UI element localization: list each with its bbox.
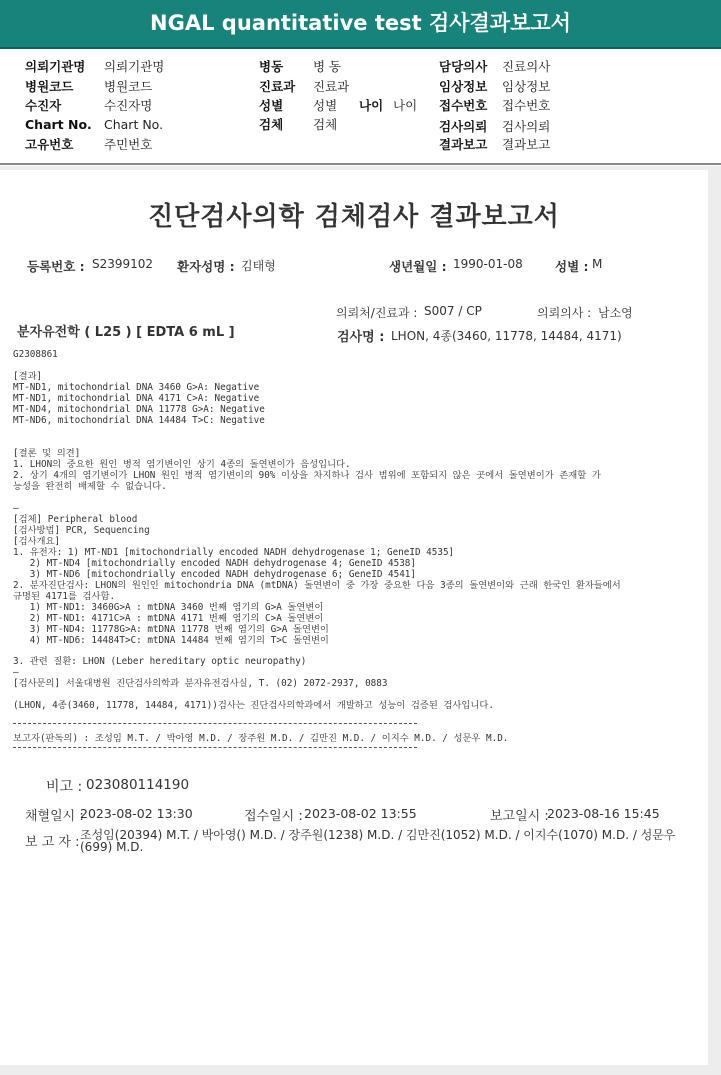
header-value: 주민번호 bbox=[104, 137, 153, 152]
header-value-age: 나이 bbox=[393, 98, 418, 113]
header-value: 진료과 bbox=[313, 79, 350, 94]
note-value: 023080114190 bbox=[86, 777, 190, 793]
header-value: 접수번호 bbox=[502, 98, 551, 113]
header-label: 결과보고 bbox=[439, 137, 488, 152]
patient-name-label: 환자성명 : bbox=[177, 259, 235, 274]
method-line: 1. 유전자: 1) MT-ND1 [mitochondrially encoded NADH dehydrogenase 1; GeneID 4535] bbox=[13, 547, 455, 558]
report-title-bar: NGAL quantitative test 검사결과보고서 bbox=[0, 0, 721, 49]
header-label: 수진자 bbox=[25, 98, 62, 113]
method-line: [검사방법] PCR, Sequencing bbox=[13, 525, 150, 536]
method-line: 4) MT-ND6: 14484T>C: mtDNA 14484 번째 염기의 T>C 돌연변이 bbox=[13, 635, 329, 646]
header-label: 병원코드 bbox=[25, 79, 74, 94]
header-label: 병동 bbox=[259, 59, 284, 74]
conclusion-line: 2. 상기 4개의 염기변이가 LHON 원인 병적 염기변이의 90% 이상을 차지하나 검사 범위에 포함되지 않은 곳에서 돌연변이가 존재할 가 bbox=[13, 470, 601, 481]
header-label: 검체 bbox=[259, 117, 284, 132]
method-line: 2. 분자진단검사: LHON의 원인인 mitochondria DNA (mtDNA) 돌연변이 중 가장 중요한 다음 3종의 돌연변이와 근래 한국인 환자들에서 bbox=[13, 580, 621, 591]
header-label: 진료과 bbox=[259, 79, 296, 94]
patient-name-value: 김태형 bbox=[241, 259, 276, 273]
document-title: 진단검사의학 검체검사 결과보고서 bbox=[148, 202, 560, 232]
header-label: 임상정보 bbox=[439, 79, 488, 94]
note-label: 비고 : bbox=[46, 779, 83, 795]
test-name-value: LHON, 4종(3460, 11778, 14484, 4171) bbox=[391, 329, 622, 343]
conclusion-line: 능성을 완전히 배제할 수 없습니다. bbox=[13, 481, 167, 492]
dob-label: 생년월일 : bbox=[389, 259, 447, 274]
method-line: 1) MT-ND1: 3460G>A : mtDNA 3460 번째 염기의 G>A 돌연변이 bbox=[13, 602, 324, 613]
header-divider bbox=[0, 163, 721, 165]
reg-no-value: S2399102 bbox=[92, 257, 154, 271]
header-value: 의뢰기관명 bbox=[104, 59, 165, 74]
dept-label: 의뢰처/진료과 : bbox=[336, 306, 418, 320]
reporter-value: 조성임(20394) M.T. / 박아영() M.D. / 장주원(1238) M.D. / 김만진(1052) M.D. / 이지수(1070) M.D. / 성문우 bbox=[80, 828, 676, 842]
header-value: 병원코드 bbox=[104, 79, 153, 94]
method-line: 2) MT-ND4 [mitochondrially encoded NADH dehydrogenase 4; GeneID 4538] bbox=[13, 558, 416, 569]
header-value: 임상정보 bbox=[502, 79, 551, 94]
header-label: 접수번호 bbox=[439, 98, 488, 113]
sex-value: M bbox=[592, 257, 603, 271]
section-separator: — bbox=[13, 503, 19, 514]
collected-label: 채혈일시 : bbox=[25, 809, 84, 824]
dob-value: 1990-01-08 bbox=[453, 257, 523, 271]
sex-label: 성별 : bbox=[555, 259, 589, 274]
specimen-id: G2308861 bbox=[13, 349, 58, 360]
result-line: MT-ND1, mitochondrial DNA 4171 C>A: Negative bbox=[13, 393, 260, 404]
header-label: 성별 bbox=[259, 98, 284, 113]
method-line: 2) MT-ND1: 4171C>A : mtDNA 4171 번째 염기의 C>A 돌연변이 bbox=[13, 613, 324, 624]
conclusion-line: [결론 및 의견] bbox=[13, 448, 81, 459]
reg-no-label: 등록번호 : bbox=[27, 259, 85, 274]
doctor-value: 남소영 bbox=[598, 306, 633, 320]
validation-line: (LHON, 4종(3460, 11778, 14484, 4171))검사는 진단검사의학과에서 개발하고 성능이 검증된 검사입니다. bbox=[13, 700, 494, 711]
header-label: 담당의사 bbox=[439, 59, 488, 74]
received-value: 2023-08-02 13:55 bbox=[304, 806, 417, 821]
header-value: Chart No. bbox=[104, 117, 164, 132]
reporter-value: (699) M.D. bbox=[80, 840, 144, 854]
test-name-label: 검사명 : bbox=[337, 330, 385, 345]
header-value: 검사의뢰 bbox=[502, 119, 551, 134]
conclusion-line: 1. LHON의 중요한 원인 병적 염기변이인 상기 4종의 돌연변이가 음성입니다. bbox=[13, 459, 351, 470]
header-value: 병 동 bbox=[313, 59, 342, 74]
method-line: 3) MT-ND6 [mitochondrially encoded NADH dehydrogenase 6; GeneID 4541] bbox=[13, 569, 416, 580]
reporter-label: 보 고 자 : bbox=[25, 835, 80, 850]
method-line: 규명된 4171를 검사함. bbox=[13, 591, 116, 602]
reported-label: 보고일시 : bbox=[490, 809, 549, 824]
result-line: MT-ND6, mitochondrial DNA 14484 T>C: Negative bbox=[13, 415, 265, 426]
result-line: MT-ND1, mitochondrial DNA 3460 G>A: Negative bbox=[13, 382, 260, 393]
header-label: 의뢰기관명 bbox=[25, 59, 86, 74]
header-label: Chart No. bbox=[25, 117, 92, 132]
doctor-label: 의뢰의사 : bbox=[537, 306, 592, 320]
disease-line: 3. 관련 질환: LHON (Leber hereditary optic neuropathy) bbox=[13, 656, 307, 667]
inquiry-line: [검사문의] 서울대병원 진단검사의학과 분자유전검사실, T. (02) 2072-2937, 0883 bbox=[13, 678, 388, 689]
collected-value: 2023-08-02 13:30 bbox=[80, 806, 193, 821]
header-value: 진료의사 bbox=[502, 59, 551, 74]
header-value: 성별 bbox=[313, 98, 338, 113]
dashed-divider bbox=[13, 723, 417, 724]
section-separator: — bbox=[13, 667, 19, 678]
dept-value: S007 / CP bbox=[424, 304, 482, 318]
method-line: [검사개요] bbox=[13, 536, 61, 547]
header-value: 결과보고 bbox=[502, 137, 551, 152]
header-value: 수진자명 bbox=[104, 98, 153, 113]
result-line: MT-ND4, mitochondrial DNA 11778 G>A: Negative bbox=[13, 404, 265, 415]
reported-value: 2023-08-16 15:45 bbox=[547, 806, 660, 821]
dashed-divider bbox=[13, 747, 417, 748]
reviewers-line: 보고자(판독의) : 조성임 M.T. / 박아영 M.D. / 장주원 M.D. / 김만진 M.D. / 이지수 M.D. / 성문우 M.D. bbox=[13, 733, 509, 744]
header-label: 고유번호 bbox=[25, 137, 74, 152]
header-label: 검사의뢰 bbox=[439, 119, 488, 134]
header-info-panel bbox=[0, 49, 721, 164]
section-title: 분자유전학 ( L25 ) [ EDTA 6 mL ] bbox=[17, 325, 235, 340]
method-line: 3) MT-ND4: 11778G>A: mtDNA 11778 번째 염기의 G>A 돌연변이 bbox=[13, 624, 329, 635]
method-line: [검체] Peripheral blood bbox=[13, 514, 138, 525]
received-label: 접수일시 : bbox=[244, 809, 303, 824]
header-value: 검체 bbox=[313, 117, 338, 132]
result-line: [결과] bbox=[13, 371, 43, 382]
header-label-age: 나이 bbox=[359, 98, 384, 113]
